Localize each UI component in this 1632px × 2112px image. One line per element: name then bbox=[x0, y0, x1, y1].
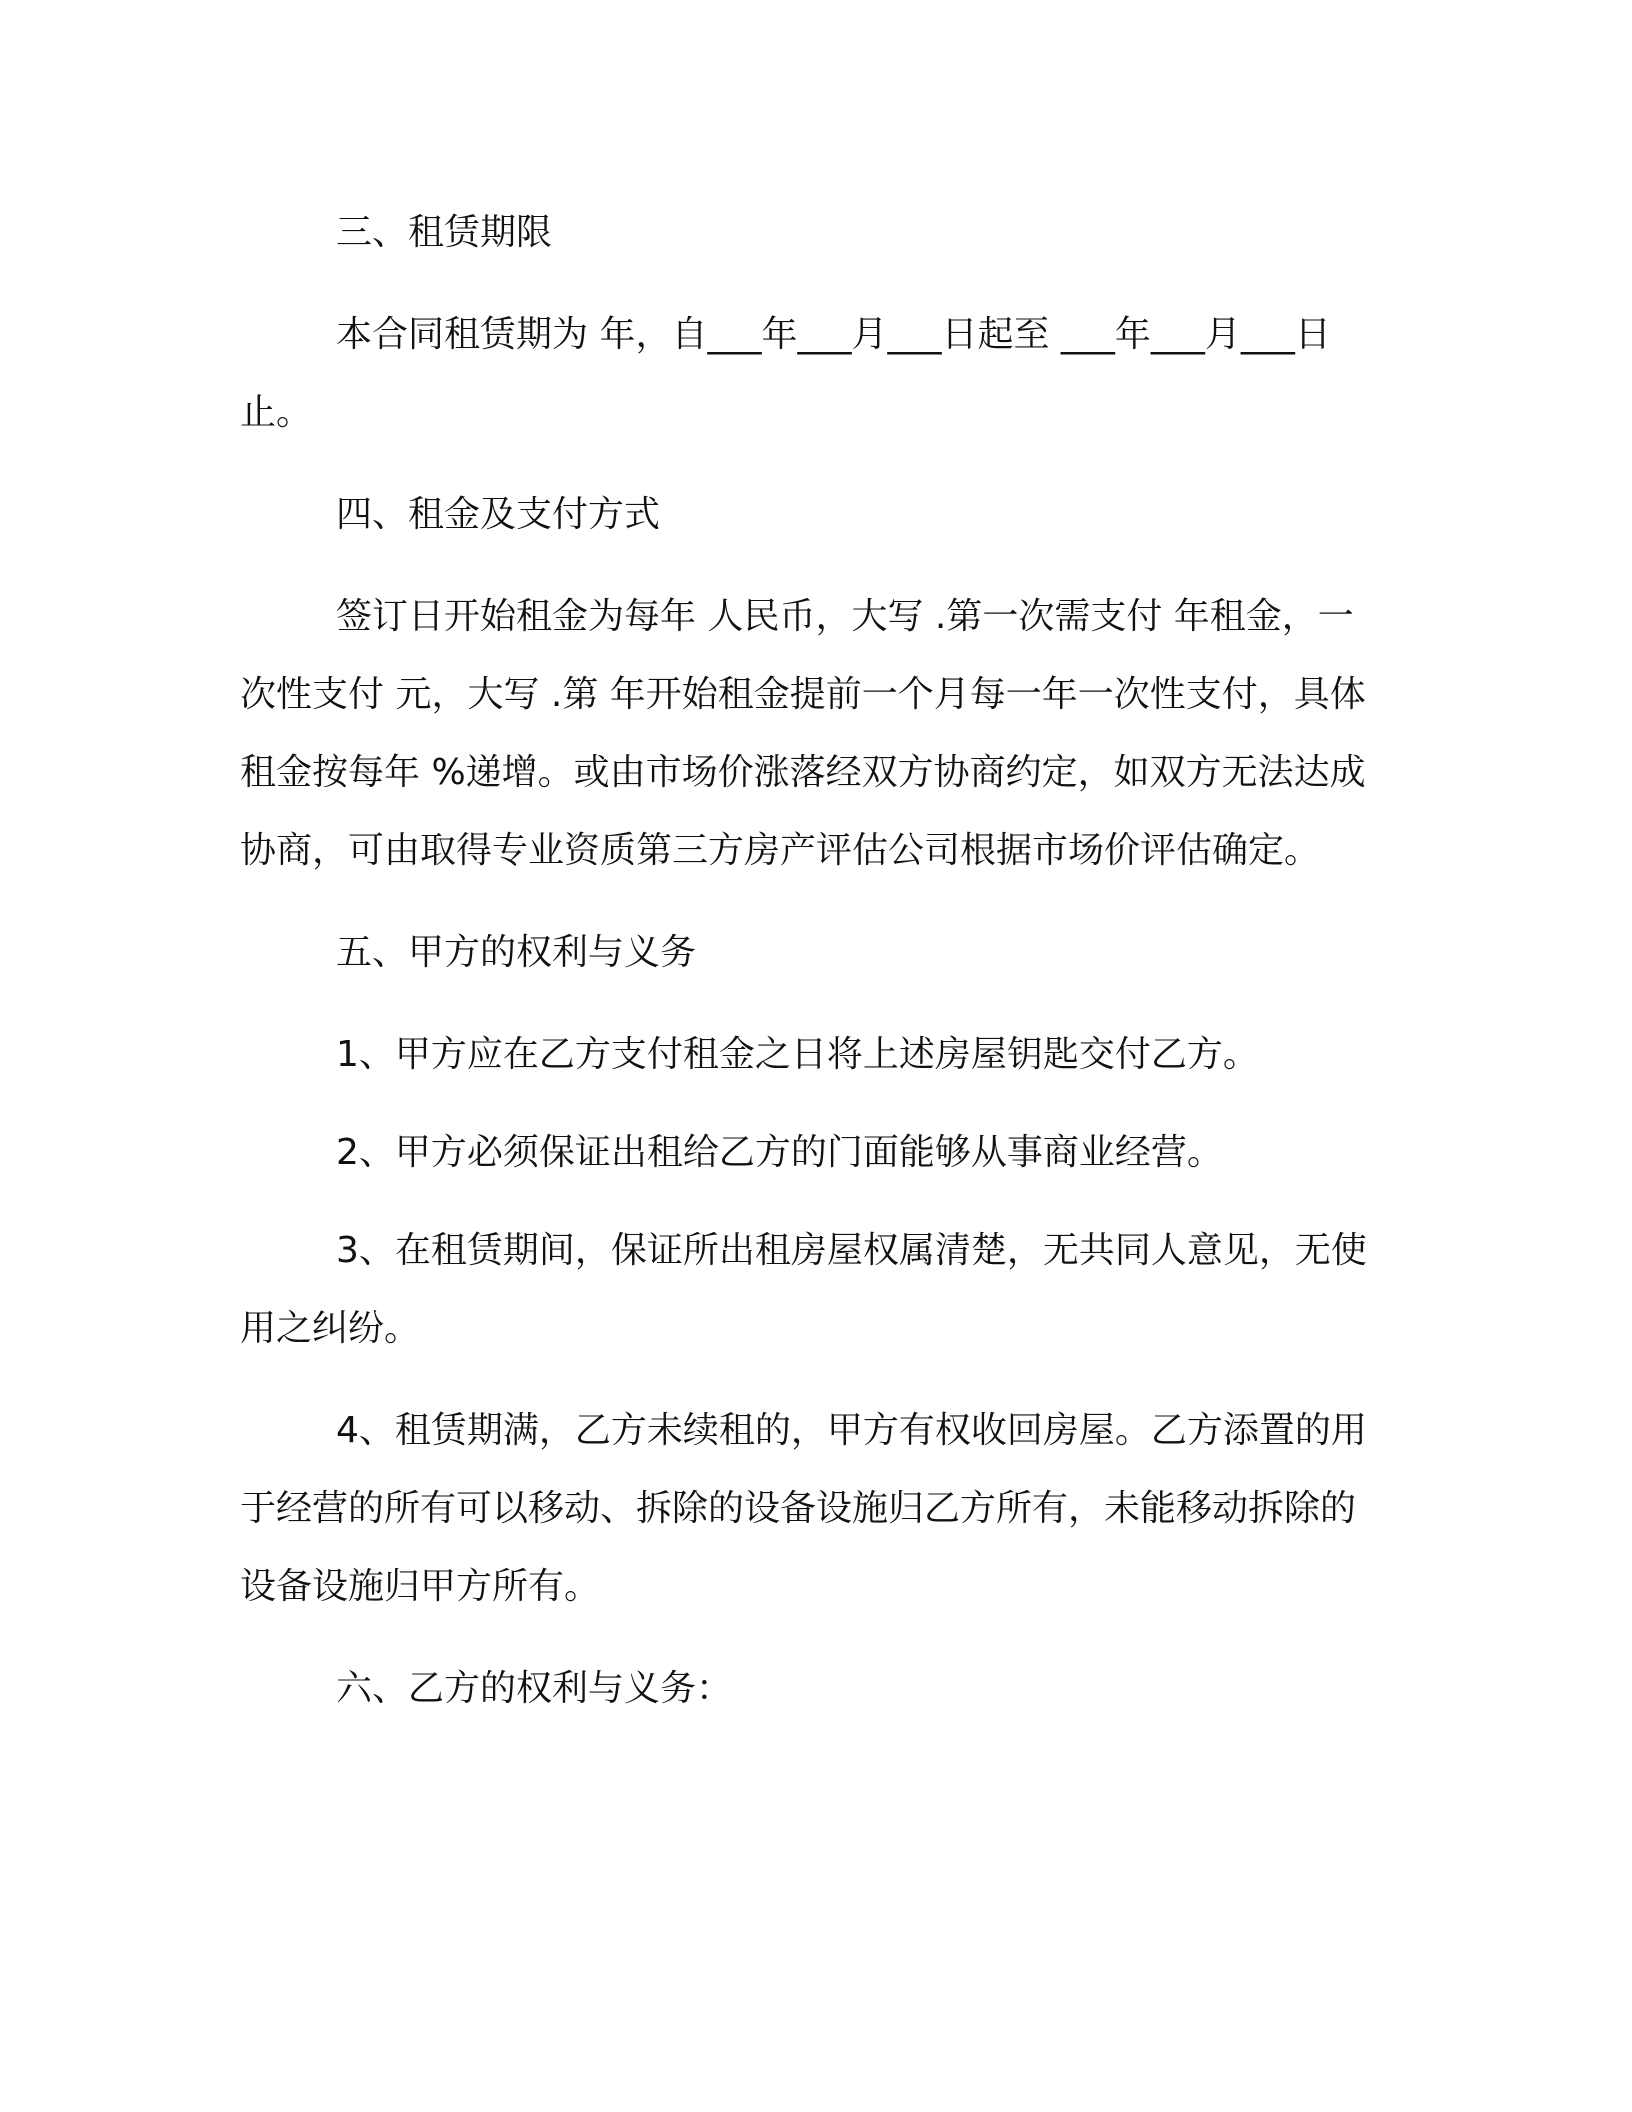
party-a-clause-2: 2、甲方必须保证出租给乙方的门面能够从事商业经营。 bbox=[336, 1132, 1223, 1173]
lease-term-paragraph: 本合同租赁期为 年，自___年___月___日起至 ___年___月___日止。 bbox=[240, 314, 1331, 433]
section-heading-rent-payment: 四、租金及支付方式 bbox=[336, 494, 661, 535]
party-a-clause-4: 4、租赁期满，乙方未续租的，甲方有权收回房屋。乙方添置的用于经营的所有可以移动、拆除的设备设施归乙方所有，未能移动拆除的设备设施归甲方所有。 bbox=[240, 1410, 1367, 1607]
party-a-clause-1: 1、甲方应在乙方支付租金之日将上述房屋钥匙交付乙方。 bbox=[336, 1034, 1259, 1075]
rent-payment-paragraph: 签订日开始租金为每年 人民币，大写 .第一次需支付 年租金，一次性支付 元，大写 .第 年开始租金提前一个月每一年一次性支付，具体租金按每年 %递增。或由市场价涨落经双方协商约定，如双方无法达成协商，可由取得专业资质第三方房产评估公司根据市场价评估确定。 bbox=[240, 596, 1366, 871]
party-a-clause-3: 3、在租赁期间，保证所出租房屋权属清楚，无共同人意见，无使用之纠纷。 bbox=[240, 1230, 1367, 1349]
section-heading-party-b-rights: 六、乙方的权利与义务： bbox=[336, 1668, 733, 1709]
section-heading-lease-term: 三、租赁期限 bbox=[336, 212, 553, 253]
contract-body bbox=[240, 194, 1380, 1752]
section-heading-party-a-rights: 五、甲方的权利与义务 bbox=[336, 932, 697, 973]
